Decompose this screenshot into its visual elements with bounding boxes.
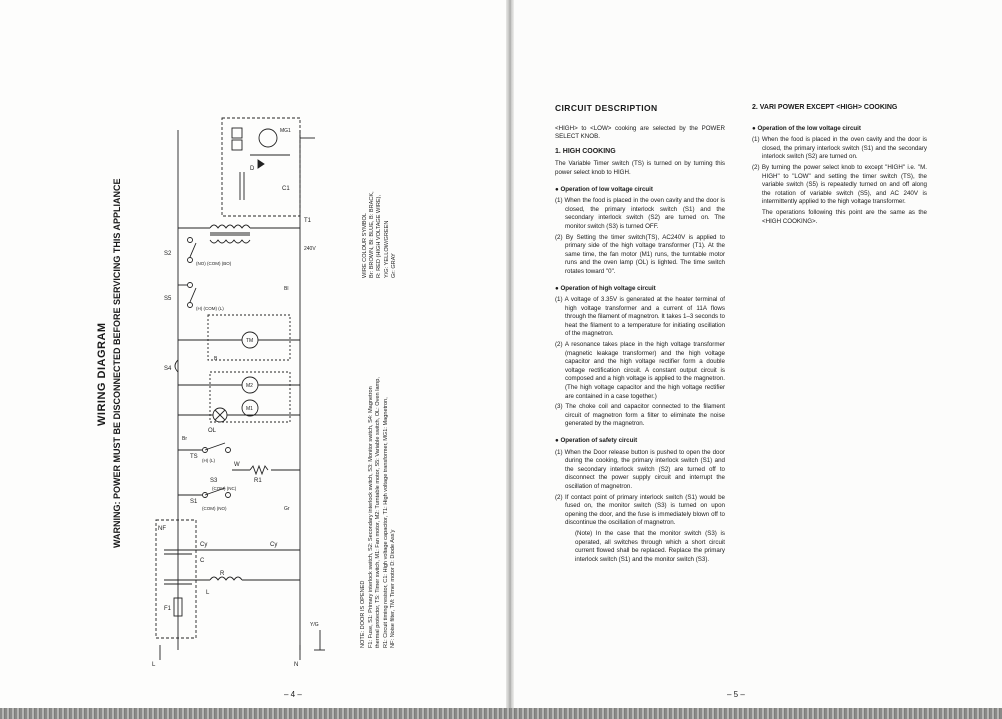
wiring-schematic (150, 110, 325, 670)
label-s2: S2 (164, 251, 172, 257)
r1-resistor (250, 466, 268, 474)
high-voltage-item: (2) A resonance takes place in the high voltage transformer (magnetic leakage transformer) and the high voltage capacitor and the high voltage rectifier form a double voltage rectification circuit. A constant output circuit is composed and a high voltage is applied to the magnetron. (The high voltage capacitor and the high voltage rectifier are contained in a case together.) (555, 341, 725, 400)
page-number-right: – 5 – (727, 690, 745, 699)
vari-item: (2) By turning the power select knob to except "HIGH" i.e. "M. HIGH" to "LOW" and setting the timer switch (TS), the variable switch (S5) is repeatedly turned on and off along the rotation of variable switch (S5), and AC 240V is intermittently applied to the high voltage transformer. (752, 163, 927, 206)
noise-filter-box (156, 520, 196, 638)
label-bl: Bl (284, 286, 289, 292)
label-240v: 240V (304, 246, 316, 252)
label-nf: NF (158, 526, 166, 532)
label-s5: S5 (164, 296, 172, 302)
label-ts-pins: (H) (L) (202, 458, 215, 463)
high-voltage-title-text: Operation of high voltage circuit (560, 284, 656, 292)
safety-item: (2) If contact point of primary interlock switch (S1) would be fused on, the monitor switch (S3) is turned on upon opening the door, and the fuse is immediately blown off to discontinue the oscillation of magnetron. (555, 493, 725, 527)
label-c: C (200, 558, 205, 564)
label-cy1: Cy (200, 542, 208, 548)
vari-item: (1) When the food is placed in the oven cavity and the door is closed, the primary interlock switch (S1) and the secondary interlock switch (S2) are turned on. (752, 136, 927, 161)
safety-title: ● Operation of safety circuit (555, 437, 638, 444)
wiring-diagram-title: WIRING DIAGRAM (96, 322, 108, 426)
note-line: F1: Fuse, S1: Primary interlock switch, S2: Secondary interlock switch, S3: Monitor switch, S4: Magnetron (367, 386, 374, 648)
low-voltage-title-text: Operation of low voltage circuit (560, 185, 653, 193)
label-t1: T1 (304, 218, 312, 224)
high-voltage-item: (3) The choke coil and capacitor connected to the filament circuit of magnetron form a filter to eliminate the noise generated by the magnetron. (555, 403, 725, 428)
label-c1: C1 (282, 186, 290, 192)
label-s2-pins: (NO) (COM) (BO) (196, 261, 232, 266)
low-voltage-item: (2) By Setting the timer switch(TS), AC240V is applied to primary side of the high voltage transformer (T1). At the same time, the fan motor (M1) runs, the turntable motor runs and the oven lamp (OL) is lighted. The time switch rotates toward "0". (555, 233, 725, 275)
label-ol: OL (208, 428, 217, 434)
label-s1-pins: (COM) (NO) (202, 506, 227, 511)
label-n: N (294, 662, 299, 668)
label-br: Br (182, 436, 187, 442)
label-tm: TM (246, 338, 254, 344)
label-gr: Gr (284, 506, 290, 512)
label-s4: S4 (164, 366, 172, 372)
label-r: R (220, 571, 225, 577)
label-r1: R1 (254, 478, 262, 484)
label-s1: S1 (190, 499, 198, 505)
page-number-left: – 4 – (284, 690, 302, 699)
filter-coil (210, 577, 242, 580)
label-m1: M1 (246, 406, 253, 412)
vari-power-heading: 2. VARI POWER EXCEPT <HIGH> COOKING (752, 104, 898, 111)
legend-line: R: RED (HIGH VOLTAGE WIRE), (376, 194, 383, 278)
high-voltage-title: ● Operation of high voltage circuit (555, 284, 656, 292)
label-s3: S3 (210, 478, 218, 484)
label-w: W (234, 462, 240, 468)
safety-item: (1) When the Door release button is pushed to open the door during the cooking, the primary interlock switch (S1) and the secondary interlock switch (S2) are turned off to disconnect the power supply circuit and interrupt the oscillation of magnetron. (555, 448, 725, 490)
legend-line: WIRE COLOUR SYMBOL (362, 213, 368, 278)
label-yg: Y/G (310, 622, 319, 628)
label-ts: TS (190, 454, 198, 460)
vari-low-voltage-title-text: Operation of the low voltage circuit (757, 124, 861, 132)
label-l: L (152, 662, 156, 668)
low-voltage-item: (1) When the food is placed in the oven cavity and the door is closed, the primary interlock switch (S1) and the secondary interlock switch (S2) are turned on. The monitor switch (S3) is turned OFF. (555, 197, 725, 230)
note-line: thermal protector, TS: Timer switch, M1: Fan motor, M2: Turntable motor, S5: Variable switch, OL: Oven lamp, (375, 377, 382, 648)
component-notes (360, 377, 398, 648)
safety-title-text: Operation of safety circuit (560, 437, 638, 444)
intro-text: <HIGH> to <LOW> cooking are selected by the POWER SELECT KNOB. (555, 124, 725, 141)
label-d: D (250, 166, 255, 172)
vari-low-voltage-title: ● Operation of the low voltage circuit (752, 124, 861, 132)
transformer-primary (210, 225, 250, 228)
high-voltage-item: (1) A voltage of 3.35V is generated at the heater terminal of high voltage transformer and a current of 11A flows through the filament of magnetron. It takes 1–3 seconds to heat the filament to a temperature for initiating oscillation of the magnetron. (555, 296, 725, 338)
vari-closing-text: The operations following this point are the same as the <HIGH COOKING>. (762, 208, 927, 225)
note-line: R1: Circuit timing resistor, C1: High voltage capacitor, T1: High voltage transformer, MG1: Magnetron, (382, 397, 389, 648)
label-m2: M2 (246, 383, 253, 389)
circuit-description-heading: CIRCUIT DESCRIPTION (555, 103, 658, 113)
label-mg1: MG1 (280, 128, 291, 134)
label-s3-pins: (COM) (NC) (212, 486, 237, 491)
vari-power-column (752, 104, 927, 228)
legend-line: Gr: GRAY (390, 253, 397, 278)
diode-symbol (258, 160, 264, 168)
magnetron-symbol (259, 129, 277, 147)
warning-text: WARNING: POWER MUST BE DISCONNECTED BEFORE SERVICING THIS APPLIANCE (112, 178, 122, 548)
safety-note: (Note) In the case that the monitor switch (S3) is operated, all switches through which a short circuit current flowed shall be replaced. Replace the primary interlock switch (S1) and the monitor switch (S3). (575, 529, 725, 563)
label-b: B (214, 356, 218, 362)
circuit-description-column (555, 104, 725, 566)
low-voltage-title: ● Operation of low voltage circuit (555, 185, 653, 193)
wire-colour-legend (362, 128, 398, 278)
note-line: NOTE: DOOR IS OPENED (360, 580, 366, 648)
scan-edge-strip (0, 708, 1002, 719)
high-cooking-text: The Variable Timer switch (TS) is turned on by turning this power select knob to HIGH. (555, 160, 725, 176)
legend-line: Br: BROWN, Bl: BLUE, B: BRACK, (369, 191, 376, 278)
book-gutter (506, 0, 514, 719)
legend-line: Y/G: YELLOW/GREEN (383, 220, 390, 278)
note-line: NF: Noise filter, TM: Timer motor D: Diode Ass'y (390, 529, 397, 648)
label-s5-pins: (H) (COM) (L) (196, 306, 224, 311)
label-f1: F1 (164, 606, 172, 612)
high-cooking-title: 1. HIGH COOKING (555, 147, 616, 155)
label-l-coil: L (206, 590, 210, 596)
label-cy2: Cy (270, 542, 278, 548)
